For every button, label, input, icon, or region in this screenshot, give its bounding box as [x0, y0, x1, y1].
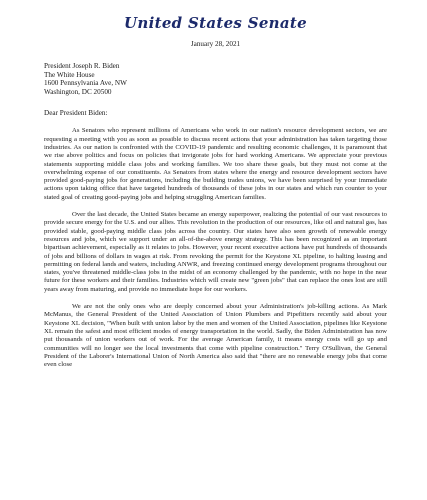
recipient-line-1: President Joseph R. Biden	[44, 62, 120, 70]
paragraph-1: As Senators who represent millions of Americans who work in our nation's resource development sectors, we are requesting a meeting with you as soon as possible to discuss recent actions that your administration has taken targeting those industries. As our nation is confronted with the COVID-19 pandemic and resulting economic challenges, it is paramount that we rise above politics and focus on policies that invigorate jobs for hard working Americans. We appreciate your previous statements supporting middle class jobs and working families. We too share these goals, but they must not come at the overwhelming expense of our constituents. As Senators from states where the energy and resource development sectors have provided good-paying jobs for generations, including the building trades unions, we have been surprised by your immediate actions upon taking office that have targeted hundreds of thousands of these jobs in our states and which run counter to your stated goal of creating good-paying jobs and helping struggling American families.	[44, 127, 387, 201]
recipient-address	[44, 62, 387, 96]
paragraph-2: Over the last decade, the United States became an energy superpower, realizing the potential of our vast resources to provide secure energy for the U.S. and our allies. This revolution in the production of our resources, like oil and natural gas, has provided stable, good-paying middle class jobs across the country. Our states have also seen growth of renewable energy resources and jobs, which we support under an all-of-the-above energy strategy. This has been recognized as an important bipartisan achievement, especially as it relates to jobs. However, your recent executive actions have put hundreds of thousands of jobs and billions of dollars in wages at risk. From revoking the permit for the Keystone XL pipeline, to halting leasing and permitting on federal lands and waters, including ANWR, and freezing continued energy development programs throughout our states, you've threatened middle-class jobs in the midst of an economy challenged by the pandemic, with no hope in the near future for these workers and their families. Industries which will create new "green jobs" that can replace the ones lost are still years away from maturing, and provide no immediate hope for our workers.	[44, 211, 387, 293]
salutation: Dear President Biden:	[44, 109, 108, 118]
letterhead: United States Senate	[124, 14, 307, 32]
paragraph-3: We are not the only ones who are deeply concerned about your Administration's job-killing actions. As Mark McManus, the General President of the United Association of Union Plumbers and Pipefitters recently said about your Keystone XL decision, "When built with union labor by the men and women of the United Association, pipelines like Keystone XL remain the safest and most efficient modes of energy transportation in the world. Sadly, the Biden Administration has now put thousands of union workers out of work. For the average American family, it means energy costs will go up and communities will no longer see the local investments that come with pipeline construction." Terry O'Sullivan, the General President of the Laborer's International Union of North America also said that "there are no renewable energy jobs that come even close	[44, 303, 387, 369]
letter-date: January 28, 2021	[190, 40, 241, 48]
recipient-line-3: 1600 Pennsylvania Ave, NW	[44, 79, 127, 88]
recipient-line-4: Washington, DC 20500	[44, 87, 112, 96]
recipient-line-2: The White House	[44, 70, 95, 79]
